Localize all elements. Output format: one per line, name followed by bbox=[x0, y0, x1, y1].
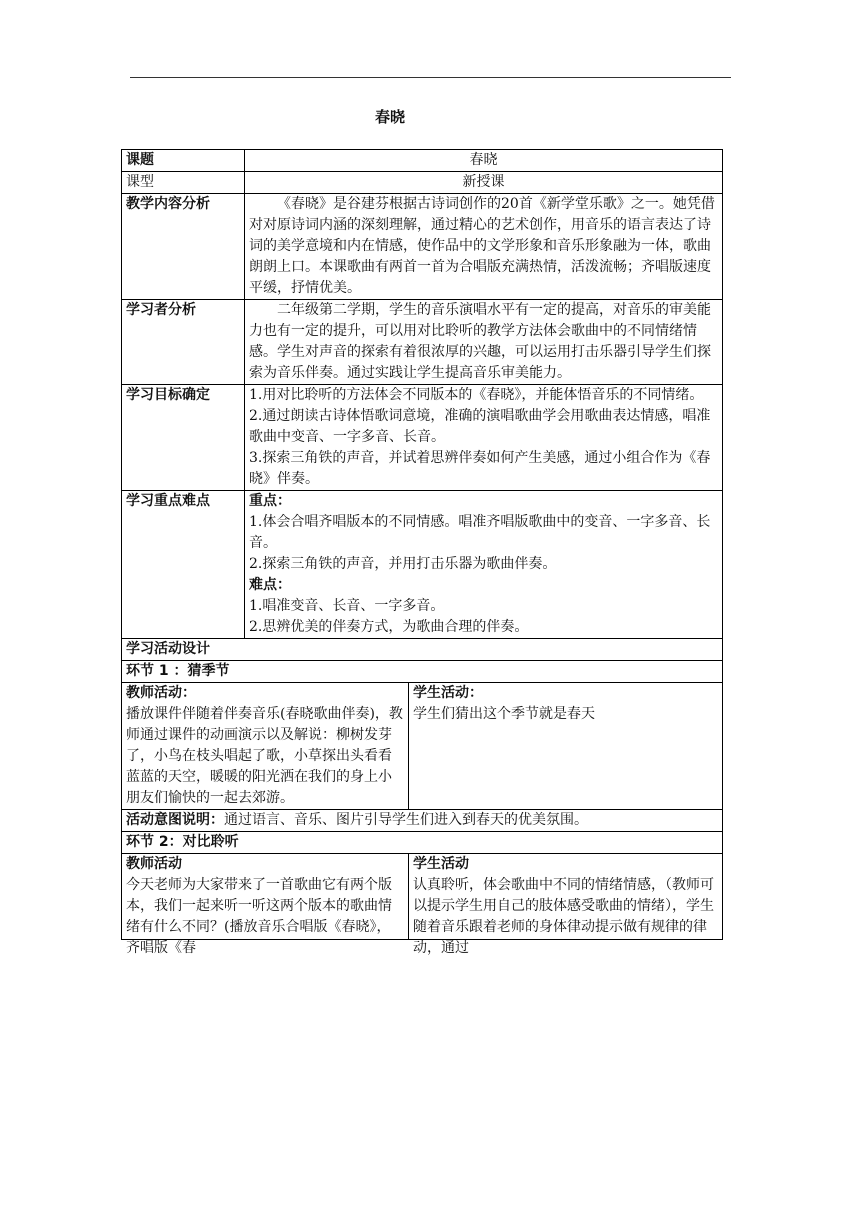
step2-label: 环节 2：对比聆听 bbox=[122, 832, 723, 854]
student-activity-text: 学生们猜出这个季节就是春天 bbox=[413, 706, 595, 722]
lesson-plan-table bbox=[121, 149, 723, 956]
content-label: 教学内容分析 bbox=[122, 194, 245, 300]
keypoints-label: 学习重点难点 bbox=[122, 491, 245, 639]
keypoints-cell bbox=[245, 491, 723, 639]
step2-student-cell bbox=[409, 854, 723, 956]
intent-text: 通过语言、音乐、图片引导学生们进入到春天的优美氛围。 bbox=[224, 812, 588, 828]
design-label: 学习活动设计 bbox=[122, 639, 723, 661]
topic-value: 春晓 bbox=[245, 150, 723, 172]
document-title: 春晓 bbox=[374, 108, 405, 126]
goal-item: 3.探索三角铁的声音，并试着思辨伴奏如何产生美感，通过小组合作为《春晓》伴奏。 bbox=[249, 450, 711, 487]
row-topic bbox=[122, 150, 723, 172]
row-learner-analysis bbox=[122, 300, 723, 385]
goals-label: 学习目标确定 bbox=[122, 385, 245, 491]
student-activity-text: 认真聆听，体会歌曲中不同的情绪情感，（教师可以提示学生用自己的肢体感受歌曲的情绪），学生随着音乐跟着老师的身体律动提示做有规律的律动，通过 bbox=[413, 877, 714, 956]
row-step2-activities bbox=[122, 854, 723, 940]
step2-teacher-cell bbox=[122, 854, 409, 956]
content-text: 《春晓》是谷建芬根据古诗词创作的20首《新学堂乐歌》之一。她凭借对对原诗词内涵的深刻理解，通过精心的艺术创作，用音乐的语言表达了诗词的美学意境和内在情感，使作品中的文学形象和音乐形象融为一体，歌曲朗朗上口。本课歌曲有两首一首为合唱版充满热情，活泼流畅；齐唱版速度平缓，抒情优美。 bbox=[245, 194, 723, 300]
goals-cell bbox=[245, 385, 723, 491]
learner-text: 二年级第二学期，学生的音乐演唱水平有一定的提高，对音乐的审美能力也有一定的提升，可以用对比聆听的教学方法体会歌曲中的不同情绪情感。学生对声音的探索有着很浓厚的兴趣，可以运用打击乐器引导学生们探索为音乐伴奏。通过实践让学生提高音乐审美能力。 bbox=[245, 300, 723, 385]
learner-label: 学习者分析 bbox=[122, 300, 245, 385]
student-activity-title: 学生活动 bbox=[413, 856, 469, 872]
type-label: 课型 bbox=[122, 172, 245, 194]
step1-student-cell bbox=[409, 683, 723, 810]
difficulty-item: 2.思辨优美的伴奏方式，为歌曲合理的伴奏。 bbox=[249, 619, 529, 635]
topic-label: 课题 bbox=[122, 150, 245, 172]
key-title: 重点： bbox=[249, 493, 291, 509]
difficulty-title: 难点： bbox=[249, 577, 291, 593]
type-value: 新授课 bbox=[245, 172, 723, 194]
teacher-activity-text: 今天老师为大家带来了一首歌曲它有两个版本，我们一起来听一听这两个版本的歌曲情绪有什么不同？(播放音乐合唱版《春晓》，齐唱版《春 bbox=[126, 877, 392, 956]
row-step1-intent bbox=[122, 810, 723, 832]
key-item: 1.体会合唱齐唱版本的不同情感。唱准齐唱版歌曲中的变音、一字多音、长音。 bbox=[249, 514, 711, 551]
goal-item: 1.用对比聆听的方法体会不同版本的《春晓》，并能体悟音乐的不同情绪。 bbox=[249, 387, 704, 403]
difficulty-item: 1.唱准变音、长音、一字多音。 bbox=[249, 598, 445, 614]
header-rule bbox=[130, 77, 731, 78]
row-activity-design bbox=[122, 639, 723, 661]
row-keypoints bbox=[122, 491, 723, 639]
step1-teacher-cell bbox=[122, 683, 409, 810]
row-content-analysis bbox=[122, 194, 723, 300]
row-step2-heading bbox=[122, 832, 723, 854]
intent-label: 活动意图说明： bbox=[126, 812, 224, 828]
teacher-activity-title: 教师活动 bbox=[126, 856, 182, 872]
row-step1-heading bbox=[122, 661, 723, 683]
goal-item: 2.通过朗读古诗体悟歌词意境，准确的演唱歌曲学会用歌曲表达情感，唱准歌曲中变音、一字多音、长音。 bbox=[249, 408, 711, 445]
teacher-activity-title: 教师活动： bbox=[126, 685, 196, 701]
row-goals bbox=[122, 385, 723, 491]
row-step1-activities bbox=[122, 683, 723, 810]
teacher-activity-text: 播放课件伴随着伴奏音乐(春晓歌曲伴奏)，教师通过课件的动画演示以及解说：柳树发芽了，小鸟在枝头唱起了歌，小草探出头看看蓝蓝的天空，暖暖的阳光洒在我们的身上小朋友们愉快的一起去郊游。 bbox=[126, 706, 403, 806]
key-item: 2.探索三角铁的声音，并用打击乐器为歌曲伴奏。 bbox=[249, 556, 557, 572]
step1-label: 环节 1 ：猜季节 bbox=[122, 661, 723, 683]
row-type bbox=[122, 172, 723, 194]
intent-cell bbox=[122, 810, 723, 832]
student-activity-title: 学生活动： bbox=[413, 685, 483, 701]
